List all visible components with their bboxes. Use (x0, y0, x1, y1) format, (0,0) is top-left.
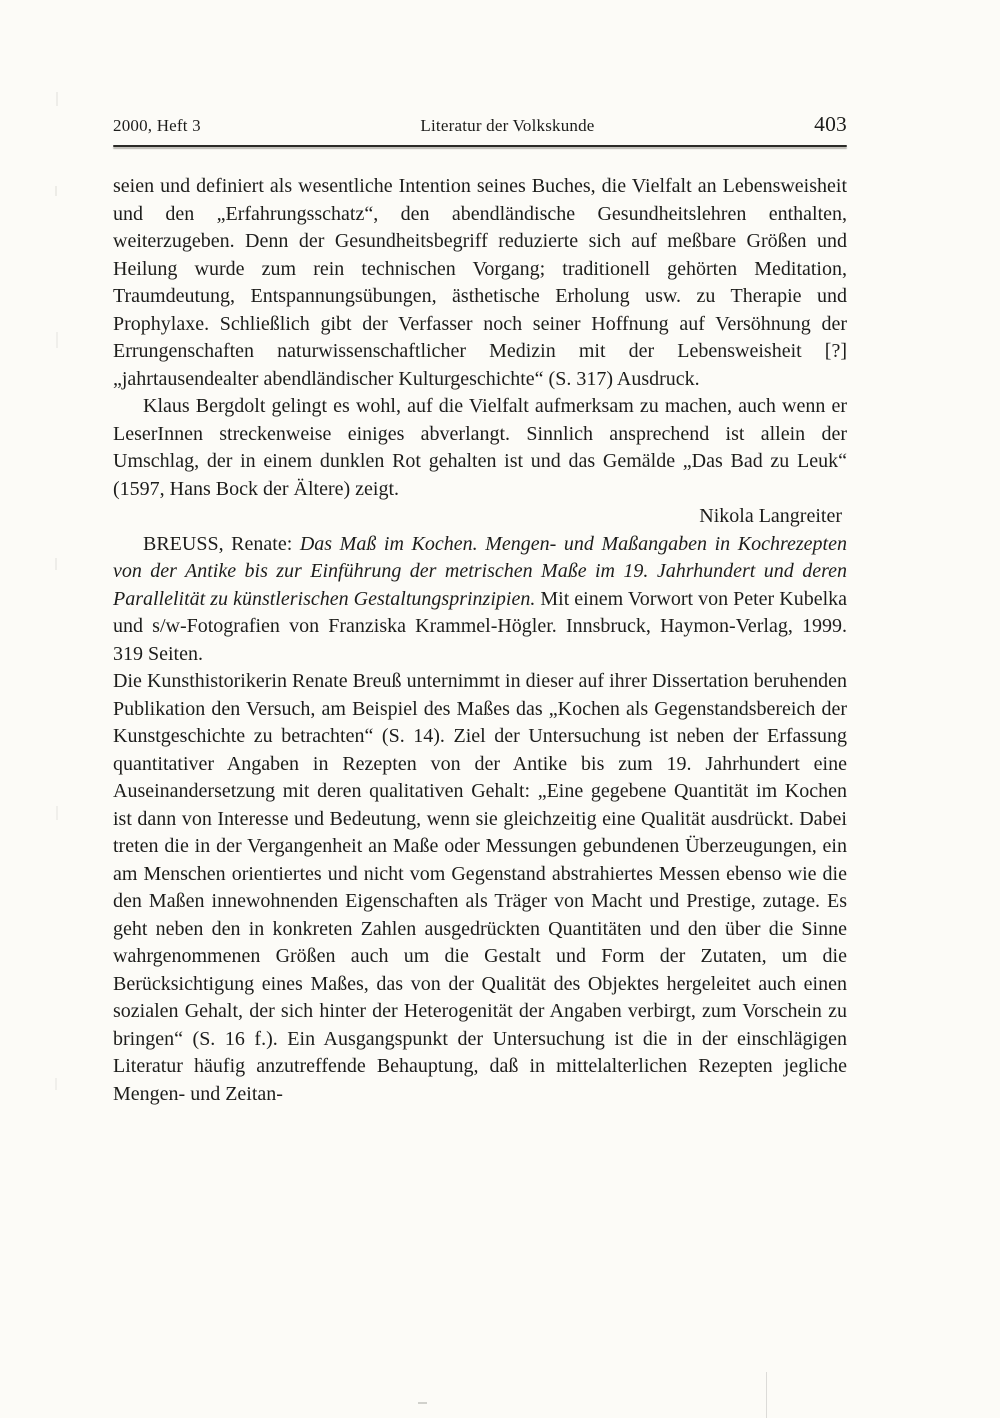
book-citation (113, 531, 847, 669)
header-journal-title: Literatur der Volkskunde (420, 116, 595, 135)
citation-publisher-info: Mit einem Vorwort von Peter Kubelka und s/w-Fotografien von Franziska Krammel-Högler. Innsbruck, Haymon-Verlag, 1999. 319 Seiten. (113, 587, 848, 665)
citation-author: BREUSS, Renate: (143, 532, 300, 555)
header-rule (113, 145, 847, 147)
review-closing-paragraph: Klaus Bergdolt gelingt es wohl, auf die Vielfalt aufmerksam zu machen, auch wenn er LeserInnen streckenweise einiges abverlangt. Sinnlich ansprechend ist allein der Umschlag, der in einem dunklen Rot gehalten ist und das Gemälde „Das Bad zu Leuk“ (1597, Hans Bock der Ältere) zeigt. (113, 395, 847, 500)
review-body-paragraph: Die Kunsthistorikerin Renate Breuß unternimmt in dieser auf ihrer Dissertation beruhenden Publikation den Versuch, am Beispiel des Maßes das „Kochen als Gegenstandsbereich der Kunstgeschichte zu betrachten“ (S. 14). Ziel der Untersuchung ist neben der Erfassung quantitativer Angaben in Rezepten von der Antike bis zum 19. Jahrhundert eine Auseinandersetzung mit deren qualitativen Gehalt: „Eine gegebene Quantität im Kochen ist dann von Interesse und Bedeutung, wenn sie gleichzeitig eine Qualität ausdrückt. Dabei treten die in der Vergangenheit an Maße oder Messungen gebundenen Überzeugungen, ein am Menschen orientiertes und nicht vom Gegenstand abstrahiertes Messen ebenso wie die den Maßen innewohnenden Eigenschaften als Träger von Macht und Prestige, zutage. Es geht neben den in konkreten Zahlen ausgedrückten Quantitäten und den über die Sinne wahrgenommenen Größen auch um die Gestalt und Form der Zutaten, um die Berücksichtigung eines Maßes, das von der Qualität des Objektes hergeleitet auch einen sozialen Gehalt, der sich hinter der Heterogenität der Angaben verbirgt, zum Vorschein zu bringen“ (S. 16 f.). Ein Ausgangspunkt der Untersuchung ist die in der einschlägigen Literatur häufig anzutreffende Behauptung, daß in mittelalterlichen Rezepten jegliche Mengen- und Zeitan- (113, 670, 847, 1105)
page-text-block (113, 173, 847, 1108)
header-page-number: 403 (814, 112, 847, 136)
reviewer-signature: Nikola Langreiter (699, 505, 842, 527)
review-continuation-paragraph: seien und definiert als wesentliche Intention seines Buches, die Vielfalt an Lebensweisheit und den „Erfahrungsschatz“, den abendländische Gesundheitslehren enthalten, weiterzugeben. Denn der Gesundheitsbegriff reduzierte sich auf meßbare Größen und Heilung wurde zum rein technischen Vorgang; traditionell gehörten Meditation, Traumdeutung, Entspannungsübungen, ästhetische Erholung usw. zu Therapie und Prophylaxe. Schließlich gibt der Verfasser noch seiner Hoffnung auf Versöhnung der Errungenschaften naturwissenschaftlicher Medizin mit der Lebensweisheit [?] „jahrtausendealter abendländischer Kulturgeschichte“ (S. 317) Ausdruck. (113, 175, 847, 390)
header-issue: 2000, Heft 3 (113, 116, 201, 135)
running-head (113, 112, 847, 138)
citation-title: Das Maß im Kochen. Mengen- und Maßangaben in Kochrezepten von der Antike bis zur Einführung der metrischen Maße im 19. Jahrhundert und deren Parallelität zu künstlerischen Gestaltungsprinzipien. (113, 532, 847, 610)
